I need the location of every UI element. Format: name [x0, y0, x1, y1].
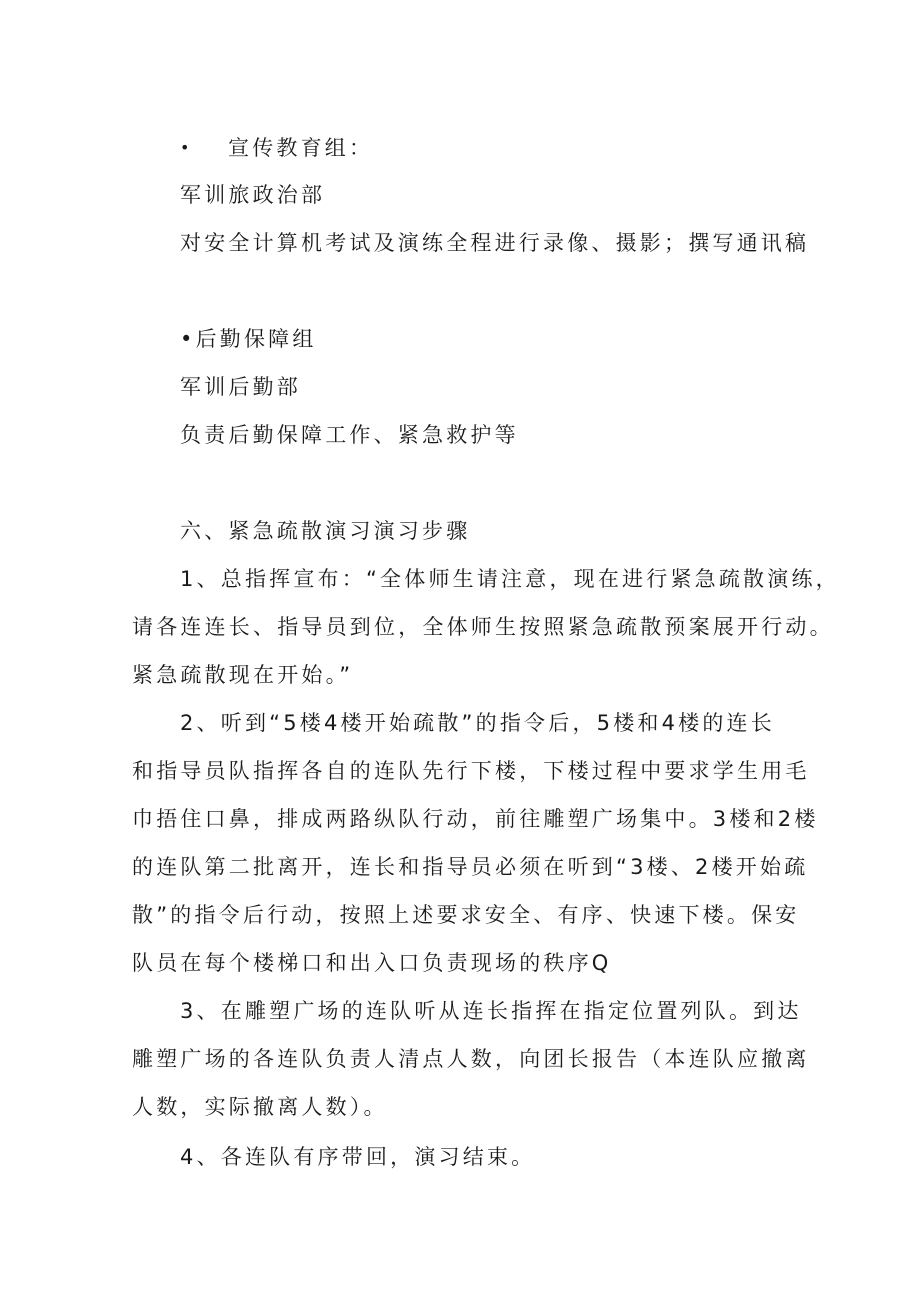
- step2-line1: 2、听到“5楼4楼开始疏散”的指令后，5楼和4楼的连长: [180, 711, 775, 735]
- step3-line1: 3、在雕塑广场的连队听从连长指挥在指定位置列队。到达: [180, 999, 802, 1023]
- section-title-promo: 宣传教育组：: [228, 136, 374, 160]
- step2-line6: 队员在每个楼梯口和出入口负责现场的秩序Q: [132, 951, 612, 975]
- duty-promo: 对安全计算机考试及演练全程进行录像、摄影；撰写通讯稿: [180, 231, 810, 255]
- step2-line4: 的连队第二批离开，连长和指导员必须在听到“3楼、2楼开始疏: [132, 855, 809, 879]
- step4-line1: 4、各连队有序带回，演习结束。: [180, 1145, 536, 1169]
- department-logistics: 军训后勤部: [180, 375, 301, 399]
- duty-logistics: 负责后勤保障工作、紧急救护等: [180, 423, 519, 447]
- step1-line2: 请各连连长、指导员到位，全体师生按照紧急疏散预案展开行动。: [132, 615, 834, 639]
- department-promo: 军训旅政治部: [180, 183, 326, 207]
- step3-line3: 人数，实际撤离人数）。: [132, 1095, 388, 1119]
- bullet-promo: •: [180, 138, 190, 157]
- step2-line5: 散”的指令后行动，按照上述要求安全、有序、快速下楼。保安: [132, 903, 800, 927]
- step2-line3: 巾捂住口鼻，排成两路纵队行动，前往雕塑广场集中。3楼和2楼: [132, 807, 819, 831]
- step3-line2: 雕塑广场的各连队负责人清点人数，向团长报告（本连队应撤离: [132, 1047, 810, 1071]
- section-title-logistics: •后勤保障组: [180, 327, 317, 351]
- steps-heading: 六、紧急疏散演习演习步骤: [180, 519, 471, 543]
- step1-line1: 1、总指挥宣布：“全体师生请注意，现在进行紧急疏散演练，: [180, 567, 840, 591]
- step1-line3: 紧急疏散现在开始。”: [132, 663, 354, 687]
- step2-line2: 和指导员队指挥各自的连队先行下楼，下楼过程中要求学生用毛: [132, 759, 810, 783]
